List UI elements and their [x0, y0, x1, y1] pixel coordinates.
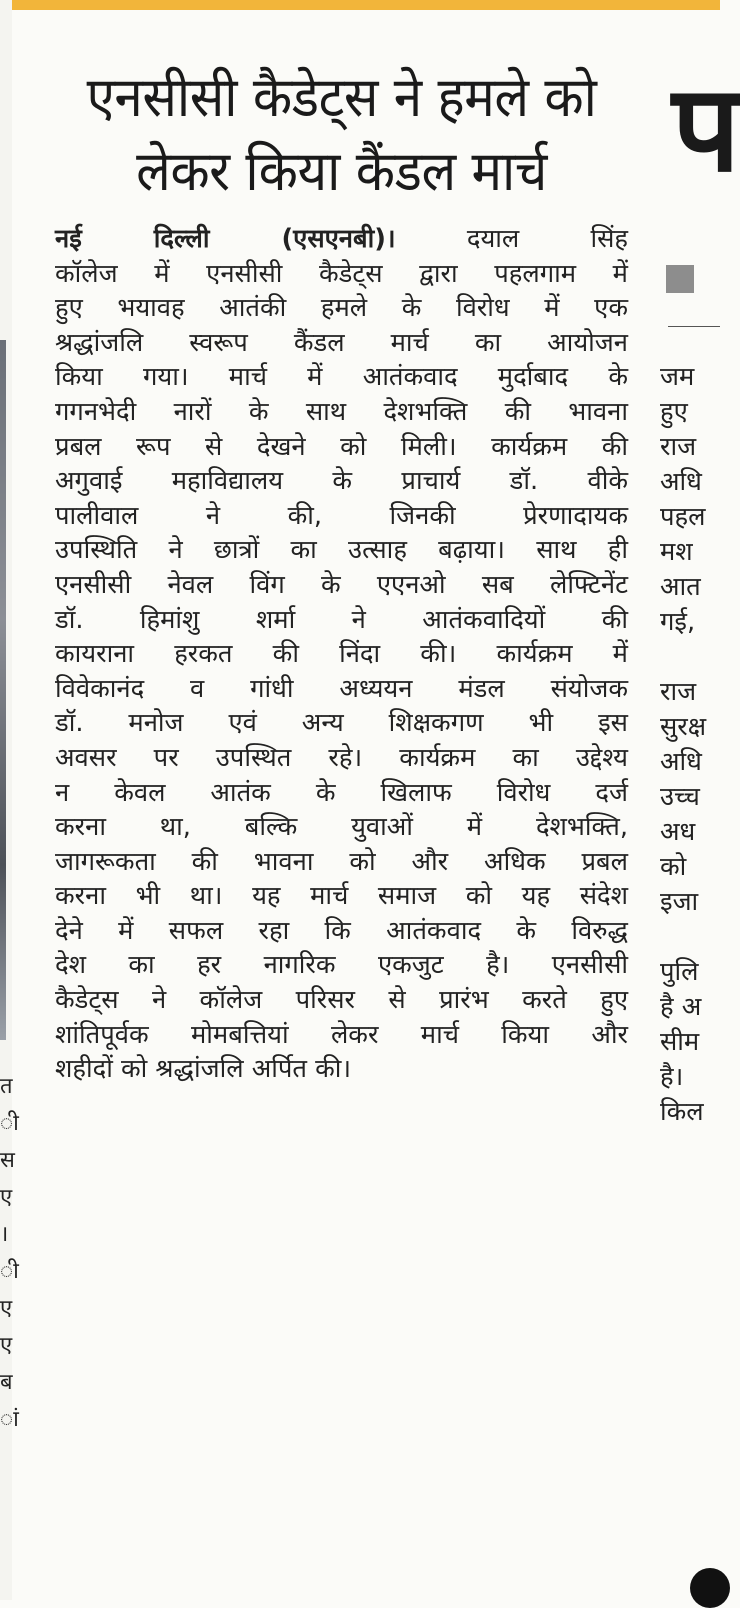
article-headline: [75, 60, 608, 208]
body-line: डॉ. हिमांशु शर्मा ने आतंकवादियों की: [55, 604, 628, 635]
body-line: प्रबल रूप से देखने को मिली। कार्यक्रम की: [55, 431, 628, 462]
left-fragment: त: [0, 1074, 13, 1099]
body-line: करना था, बल्कि युवाओं में देशभक्ति,: [55, 812, 628, 843]
body-line: किया गया। मार्च में आतंकवाद मुर्दाबाद के: [55, 362, 628, 393]
left-fragment: स: [0, 1148, 15, 1173]
article-body: [55, 222, 628, 1087]
left-column-fragments: [0, 1068, 19, 1438]
adjacent-line: अध: [660, 817, 696, 847]
adjacent-line: राज: [660, 432, 697, 462]
body-line: जागरूकता की भावना को और अधिक प्रबल: [55, 846, 628, 877]
adjacent-line: राज: [660, 677, 697, 707]
adjacent-line: है अ: [660, 992, 702, 1022]
body-line: गगनभेदी नारों के साथ देशभक्ति की भावना: [55, 396, 628, 427]
left-fragment: ।: [0, 1222, 9, 1247]
body-line: अगुवाई महाविद्यालय के प्राचार्य डॉ. वीके: [55, 466, 628, 497]
body-line: डॉ. मनोज एवं अन्य शिक्षकगण भी इस: [55, 708, 628, 739]
adjacent-line: अधि: [660, 747, 702, 777]
divider-rule: [668, 326, 720, 327]
body-line: देश का हर नागरिक एकजुट है। एनसीसी: [55, 950, 628, 981]
adjacent-line: पुलि: [660, 957, 699, 987]
adjacent-line: हुए: [660, 397, 688, 427]
adjacent-line: [660, 920, 706, 955]
news-article: [55, 60, 628, 1087]
body-line: देने में सफल रहा कि आतंकवाद के विरुद्ध: [55, 915, 628, 946]
body-line: उपस्थिति ने छात्रों का उत्साह बढ़ाया। साथ ही: [55, 535, 628, 566]
adjacent-line: इजा: [660, 887, 699, 917]
adjacent-article-mark: [690, 1568, 730, 1608]
adjacent-line: अधि: [660, 467, 702, 497]
adjacent-article-text: [660, 360, 706, 1130]
left-fragment: ए: [0, 1296, 13, 1321]
adjacent-line: आत: [660, 572, 701, 602]
body-line: करना भी था। यह मार्च समाज को यह संदेश: [55, 881, 628, 912]
adjacent-line: जम: [660, 362, 695, 392]
left-fragment: ए: [0, 1333, 13, 1358]
body-line: कैडेट्स ने कॉलेज परिसर से प्रारंभ करते हुए: [55, 985, 628, 1016]
body-line-1-text: दयाल सिंह: [395, 224, 628, 254]
left-fragment: ए: [0, 1185, 13, 1210]
body-line: श्रद्धांजलि स्वरूप कैंडल मार्च का आयोजन: [55, 327, 628, 358]
adjacent-line: सीम: [660, 1027, 700, 1057]
left-fragment: ां: [0, 1407, 19, 1432]
adjacent-line: पहल: [660, 502, 706, 532]
body-line: विवेकानंद व गांधी अध्ययन मंडल संयोजक: [55, 673, 628, 704]
left-fragment: ी: [0, 1111, 19, 1136]
left-photo-edge: [0, 340, 6, 1040]
body-line-last: शहीदों को श्रद्धांजलि अर्पित की।: [55, 1054, 352, 1085]
adjacent-line: को: [660, 852, 687, 882]
body-line: हुए भयावह आतंकी हमले के विरोध में एक: [55, 293, 628, 324]
adjacent-article-column: [660, 60, 740, 1600]
left-fragment: ी: [0, 1259, 19, 1284]
body-line: शांतिपूर्वक मोमबत्तियां लेकर मार्च किया और: [55, 1019, 628, 1050]
adjacent-line: सुरक्ष: [660, 712, 707, 742]
page-top-band: [0, 0, 720, 10]
body-line: अवसर पर उपस्थित रहे। कार्यक्रम का उद्देश्य: [55, 742, 628, 773]
body-line: एनसीसी नेवल विंग के एएनओ सब लेफ्टिनेंट: [55, 569, 628, 600]
body-line: न केवल आतंक के खिलाफ विरोध दर्ज: [55, 777, 628, 808]
body-line-1: [55, 222, 628, 257]
adjacent-line: है।: [660, 1062, 684, 1092]
headline-line-2: लेकर किया कैंडल मार्च: [136, 139, 547, 203]
adjacent-line: मश: [660, 537, 693, 567]
adjacent-line: उच्च: [660, 782, 700, 812]
body-line: पालीवाल ने की, जिनकी प्रेरणादायक: [55, 500, 628, 531]
bullet-square-icon: [666, 265, 694, 293]
adjacent-line: गई,: [660, 607, 696, 637]
adjacent-line: [660, 640, 706, 675]
headline-line-1: एनसीसी कैडेट्स ने हमले को: [86, 65, 597, 129]
body-line: कायराना हरकत की निंदा की। कार्यक्रम में: [55, 639, 628, 670]
body-line: कॉलेज में एनसीसी कैडेट्स द्वारा पहलगाम में: [55, 258, 628, 289]
adjacent-headline-fragment: प: [672, 60, 740, 199]
left-fragment: ब: [0, 1370, 13, 1395]
adjacent-line: किल: [660, 1097, 704, 1127]
dateline: नई दिल्ली (एसएनबी)।: [55, 224, 396, 254]
